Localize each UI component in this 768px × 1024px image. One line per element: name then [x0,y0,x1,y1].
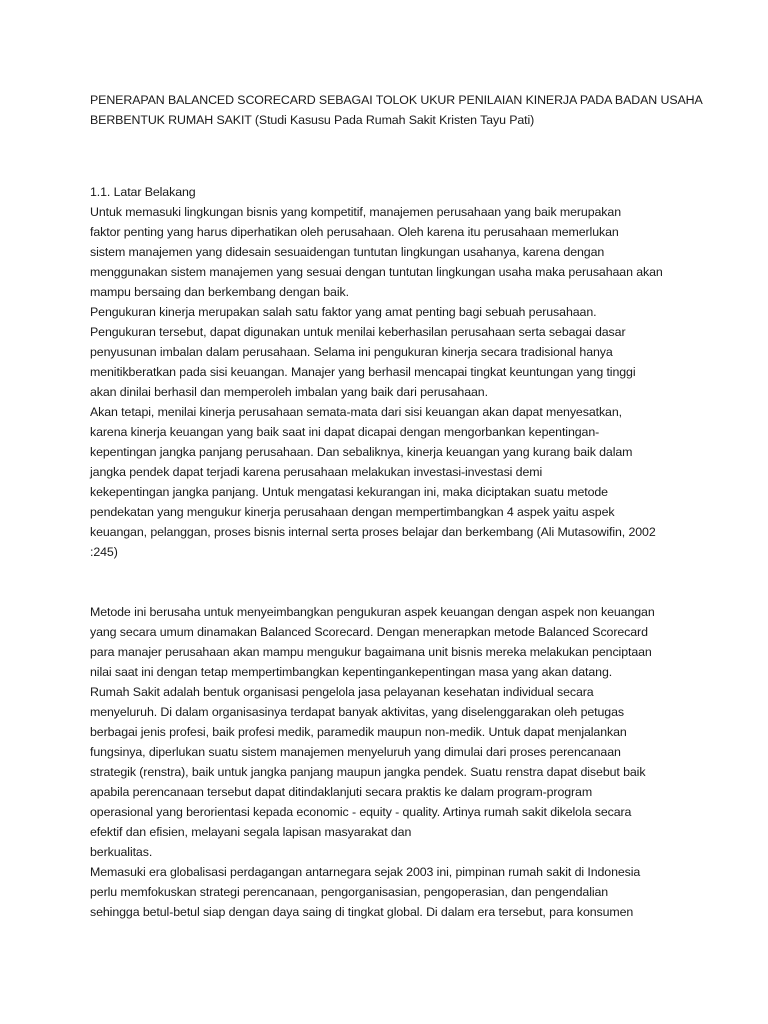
title-line-2: BERBENTUK RUMAH SAKIT (Studi Kasusu Pada Rumah Sakit Kristen Tayu Pati) [90,113,535,127]
body-line: faktor penting yang harus diperhatikan oleh perusahaan. Oleh karena itu perusahaan memerlukan [90,225,619,239]
body-line: strategik (renstra), baik untuk jangka panjang maupun jangka pendek. Suatu renstra dapat disebut baik [90,765,646,779]
section-latar-belakang [90,182,690,562]
body-line: yang secara umum dinamakan Balanced Scorecard. Dengan menerapkan metode Balanced Scorecard [90,625,648,639]
body-line: apabila perencanaan tersebut dapat ditindaklanjuti secara praktis ke dalam program-program [90,785,593,799]
body-line: perlu memfokuskan strategi perencanaan, pengorganisasian, pengoperasian, dan pengendalian [90,885,609,899]
body-line: Pengukuran tersebut, dapat digunakan untuk menilai keberhasilan perusahaan serta sebagai dasar [90,325,626,339]
section1-body [90,202,690,562]
section-heading: 1.1. Latar Belakang [90,185,196,199]
body-line: kepentingan jangka panjang perusahaan. Dan sebaliknya, kinerja keuangan yang kurang baik dalam [90,445,633,459]
paragraph-gap [90,562,690,602]
body-line: karena kinerja keuangan yang baik saat ini dapat dicapai dengan mengorbankan kepentingan- [90,425,600,439]
body-line: Metode ini berusaha untuk menyeimbangkan pengukuran aspek keuangan dengan aspek non keuangan [90,605,655,619]
body-line: Rumah Sakit adalah bentuk organisasi pengelola jasa pelayanan kesehatan individual secara [90,685,594,699]
body-line: sehingga betul-betul siap dengan daya saing di tingkat global. Di dalam era tersebut, para konsumen [90,905,634,919]
document-page [90,90,703,922]
document-title [90,90,703,130]
body-line: pendekatan yang mengukur kinerja perusahaan dengan mempertimbangkan 4 aspek yaitu aspek [90,505,615,519]
body-line: menggunakan sistem manajemen yang sesuai dengan tuntutan lingkungan usaha maka perusahaan akan [90,265,663,279]
body-line: mampu bersaing dan berkembang dengan baik. [90,285,349,299]
body-line: sistem manajemen yang didesain sesuaidengan tuntutan lingkungan usahanya, karena dengan [90,245,605,259]
body-line: Untuk memasuki lingkungan bisnis yang kompetitif, manajemen perusahaan yang baik merupakan [90,205,621,219]
section2-body [90,602,690,922]
body-line: operasional yang berorientasi kepada economic - equity - quality. Artinya rumah sakit dikelola secara [90,805,632,819]
body-line: efektif dan efisien, melayani segala lapisan masyarakat dan [90,825,412,839]
body-line: penyusunan imbalan dalam perusahaan. Selama ini pengukuran kinerja secara tradisional hanya [90,345,613,359]
body-line: jangka pendek dapat terjadi karena perusahaan melakukan investasi-investasi demi [90,465,543,479]
body-line: nilai saat ini dengan tetap mempertimbangkan kepentingankepentingan masa yang akan datang. [90,665,613,679]
body-line: fungsinya, diperlukan suatu sistem manajemen menyeluruh yang dimulai dari proses perencanaan [90,745,621,759]
title-line-1: PENERAPAN BALANCED SCORECARD SEBAGAI TOLOK UKUR PENILAIAN KINERJA PADA BADAN USAHA [90,93,703,107]
body-line: akan dinilai berhasil dan memperoleh imbalan yang baik dari perusahaan. [90,385,488,399]
body-line: menyeluruh. Di dalam organisasinya terdapat banyak aktivitas, yang diselenggarakan oleh petugas [90,705,624,719]
body-line: berkualitas. [90,845,153,859]
body-line: menitikberatkan pada sisi keuangan. Manajer yang berhasil mencapai tingkat keuntungan yang tinggi [90,365,636,379]
body-line: Akan tetapi, menilai kinerja perusahaan semata-mata dari sisi keuangan akan dapat menyesatkan, [90,405,622,419]
body-line: Pengukuran kinerja merupakan salah satu faktor yang amat penting bagi sebuah perusahaan. [90,305,597,319]
body-line: para manajer perusahaan akan mampu mengukur bagaimana unit bisnis mereka melakukan penciptaan [90,645,652,659]
body-line: berbagai jenis profesi, baik profesi medik, paramedik maupun non-medik. Untuk dapat menjalankan [90,725,627,739]
body-line: kekepentingan jangka panjang. Untuk mengatasi kekurangan ini, maka diciptakan suatu metode [90,485,608,499]
body-line: keuangan, pelanggan, proses bisnis internal serta proses belajar dan berkembang (Ali Mutasowifin, 2002 [90,525,656,539]
body-line: Memasuki era globalisasi perdagangan antarnegara sejak 2003 ini, pimpinan rumah sakit di Indonesia [90,865,641,879]
body-line: :245) [90,545,118,559]
